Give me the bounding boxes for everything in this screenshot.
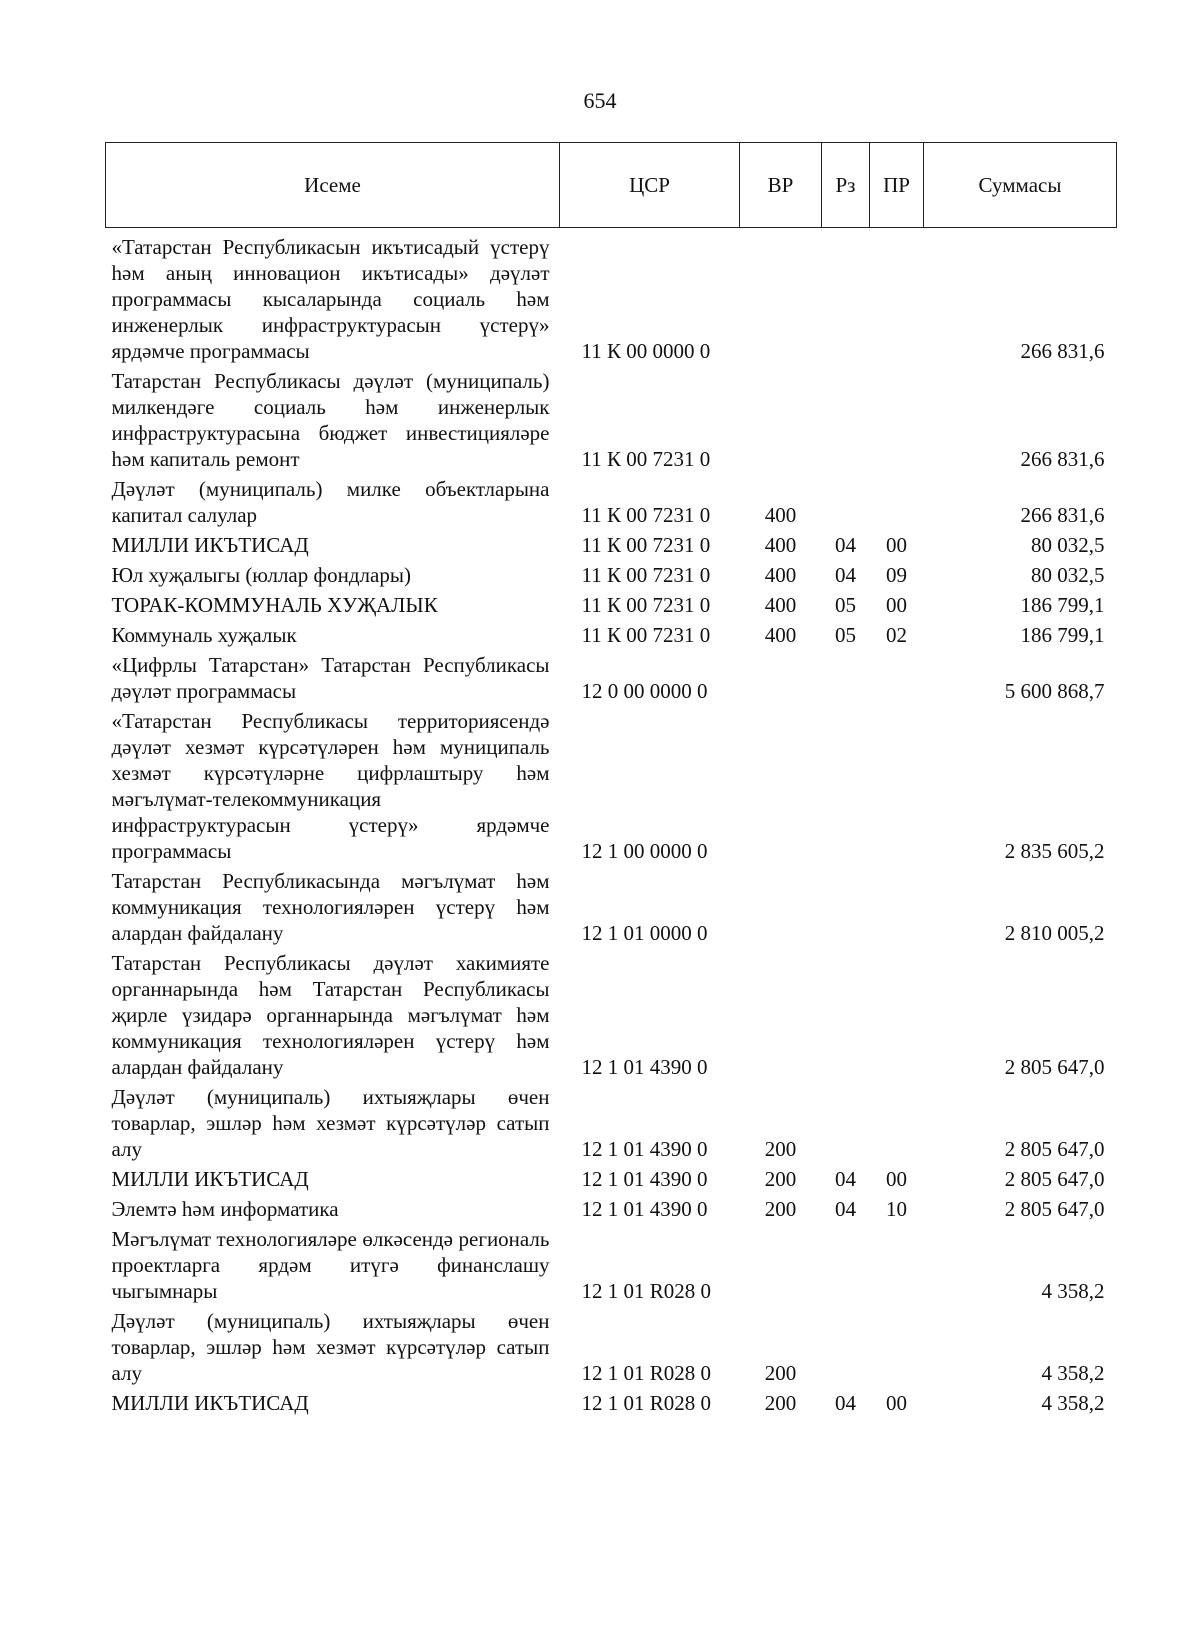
row-vr: 200 — [764, 1197, 797, 1221]
table-body — [106, 228, 1117, 1417]
table-row — [106, 946, 1117, 1080]
row-sum: 266 831,6 — [1020, 339, 1105, 363]
row-sum: 2 805 647,0 — [1004, 1055, 1105, 1079]
row-rz — [822, 1222, 870, 1304]
row-pr — [870, 1080, 924, 1162]
table-row — [106, 228, 1117, 365]
table-row — [106, 1080, 1117, 1162]
row-sum: 266 831,6 — [1020, 447, 1105, 471]
row-sum: 2 805 647,0 — [1004, 1167, 1105, 1191]
row-csr: 12 1 00 0000 0 — [581, 839, 708, 863]
row-vr — [740, 704, 822, 864]
row-pr: 09 — [886, 563, 907, 587]
row-name: Дәүләт (муниципаль) ихтыяҗлары өчен товарлар, эшләр һәм хезмәт күрсәтүләр сатып алу — [111, 1085, 550, 1161]
row-rz — [822, 364, 870, 472]
table-row — [106, 704, 1117, 864]
row-csr: 12 1 01 4390 0 — [581, 1167, 708, 1191]
table-row — [106, 1386, 1117, 1416]
row-pr: 02 — [886, 623, 907, 647]
row-csr: 12 1 01 R028 0 — [581, 1391, 712, 1415]
table-row — [106, 864, 1117, 946]
header-csr: ЦСР — [560, 143, 740, 228]
row-csr: 12 1 01 0000 0 — [581, 921, 708, 945]
row-rz — [822, 472, 870, 528]
row-vr: 400 — [764, 593, 797, 617]
row-name: МИЛЛИ ИКЪТИСАД — [111, 1167, 309, 1191]
row-csr: 12 1 01 4390 0 — [581, 1197, 708, 1221]
row-name: Татарстан Республикасында мәгълүмат һәм коммуникация технологияләрен үстерү һәм алардан файдалану — [111, 869, 550, 945]
table-row — [106, 558, 1117, 588]
header-vr: ВР — [740, 143, 822, 228]
row-csr: 11 К 00 7231 0 — [581, 533, 711, 557]
row-sum: 2 805 647,0 — [1004, 1197, 1105, 1221]
row-vr: 400 — [764, 533, 797, 557]
row-sum: 4 358,2 — [1041, 1361, 1105, 1385]
row-vr: 200 — [764, 1391, 797, 1415]
row-pr — [870, 946, 924, 1080]
row-name: Элемтә һәм информатика — [111, 1197, 339, 1221]
row-vr — [740, 1222, 822, 1304]
row-vr: 200 — [764, 1361, 797, 1385]
row-sum: 2 810 005,2 — [1004, 921, 1105, 945]
row-pr — [870, 648, 924, 704]
header-sum: Суммасы — [924, 143, 1117, 228]
row-csr: 12 1 01 4390 0 — [581, 1137, 708, 1161]
row-sum: 5 600 868,7 — [1004, 679, 1105, 703]
row-name: МИЛЛИ ИКЪТИСАД — [111, 533, 309, 557]
row-rz — [822, 1304, 870, 1386]
row-rz — [822, 648, 870, 704]
row-name: «Татарстан Республикасын икътисадый үстерү һәм аның инновацион икътисады» дәүләт программасы кысаларында социаль һәм инженерлык инфраструктурасын үстерү» ярдәмче программасы — [111, 235, 550, 363]
page-number: 654 — [583, 88, 617, 113]
row-pr — [870, 864, 924, 946]
row-vr — [740, 648, 822, 704]
row-rz: 04 — [835, 1167, 856, 1191]
row-csr: 11 К 00 7231 0 — [581, 593, 711, 617]
row-pr — [870, 1304, 924, 1386]
row-pr: 00 — [886, 1391, 907, 1415]
row-name: Мәгълүмат технологияләре өлкәсендә региональ проектларга ярдәм итүгә финанслашу чыгымнары — [111, 1227, 550, 1303]
row-pr: 00 — [886, 593, 907, 617]
table-row — [106, 588, 1117, 618]
row-name: «Татарстан Республикасы территориясендә дәүләт хезмәт күрсәтүләрен һәм муниципаль хезмәт күрсәтүләрне цифрлаштыру һәм мәгълүмат-телекоммуникация инфраструктурасын үстерү» ярдәмче программасы — [111, 709, 550, 863]
row-rz: 05 — [835, 623, 856, 647]
row-name: Татарстан Республикасы дәүләт хакимияте органнарында һәм Татарстан Республикасы җирле үзидарә органнарында мәгълүмат һәм коммуникация технологияләрен үстерү һәм алардан файдалану — [111, 951, 550, 1079]
header-rz: Рз — [822, 143, 870, 228]
row-csr: 11 К 00 0000 0 — [581, 339, 711, 363]
row-csr: 12 1 01 R028 0 — [581, 1279, 712, 1303]
row-vr — [740, 946, 822, 1080]
row-csr: 12 1 01 R028 0 — [581, 1361, 712, 1385]
row-sum: 186 799,1 — [1020, 623, 1105, 647]
header-row — [106, 143, 1117, 228]
row-pr — [870, 1222, 924, 1304]
row-rz — [822, 228, 870, 365]
row-csr: 12 1 01 4390 0 — [581, 1055, 708, 1079]
row-csr: 11 К 00 7231 0 — [581, 563, 711, 587]
row-name: Коммуналь хуҗалык — [111, 623, 297, 647]
row-csr: 11 К 00 7231 0 — [581, 623, 711, 647]
row-vr: 400 — [764, 623, 797, 647]
row-vr: 200 — [764, 1167, 797, 1191]
row-csr: 11 К 00 7231 0 — [581, 503, 711, 527]
budget-table — [105, 142, 1117, 1416]
row-pr: 10 — [886, 1197, 907, 1221]
row-sum: 4 358,2 — [1041, 1391, 1105, 1415]
row-rz — [822, 1080, 870, 1162]
row-rz: 04 — [835, 1197, 856, 1221]
row-pr — [870, 472, 924, 528]
row-vr: 400 — [764, 563, 797, 587]
row-sum: 4 358,2 — [1041, 1279, 1105, 1303]
row-name: Дәүләт (муниципаль) ихтыяҗлары өчен товарлар, эшләр һәм хезмәт күрсәтүләр сатып алу — [111, 1309, 550, 1385]
row-pr — [870, 704, 924, 864]
row-csr: 11 К 00 7231 0 — [581, 447, 711, 471]
row-name: МИЛЛИ ИКЪТИСАД — [111, 1391, 309, 1415]
row-vr — [740, 364, 822, 472]
table-row — [106, 1192, 1117, 1222]
row-pr: 00 — [886, 533, 907, 557]
row-name: Юл хуҗалыгы (юллар фондлары) — [111, 563, 411, 587]
table-row — [106, 1222, 1117, 1304]
row-name: Дәүләт (муниципаль) милке объектларына капитал салулар — [111, 477, 550, 527]
row-sum: 2 805 647,0 — [1004, 1137, 1105, 1161]
row-vr — [740, 864, 822, 946]
row-rz — [822, 704, 870, 864]
row-rz — [822, 864, 870, 946]
table-row — [106, 648, 1117, 704]
row-vr: 400 — [764, 503, 797, 527]
table-row — [106, 528, 1117, 558]
row-sum: 80 032,5 — [1031, 533, 1105, 557]
header-name: Исеме — [106, 143, 560, 228]
row-name: ТОРАК-КОММУНАЛЬ ХУҖАЛЫК — [111, 593, 438, 617]
row-sum: 2 835 605,2 — [1004, 839, 1105, 863]
row-name: Татарстан Республикасы дәүләт (муниципаль) милкендәге социаль һәм инженерлык инфраструктурасына бюджет инвестицияләре һәм капиталь ремонт — [111, 369, 550, 471]
row-csr: 12 0 00 0000 0 — [581, 679, 708, 703]
row-rz: 04 — [835, 533, 856, 557]
header-pr: ПР — [870, 143, 924, 228]
table-row — [106, 472, 1117, 528]
row-name: «Цифрлы Татарстан» Татарстан Республикасы дәүләт программасы — [111, 653, 550, 703]
table-row — [106, 1304, 1117, 1386]
row-sum: 186 799,1 — [1020, 593, 1105, 617]
row-rz: 05 — [835, 593, 856, 617]
row-sum: 266 831,6 — [1020, 503, 1105, 527]
row-pr — [870, 364, 924, 472]
row-sum: 80 032,5 — [1031, 563, 1105, 587]
row-rz: 04 — [835, 563, 856, 587]
row-vr — [740, 228, 822, 365]
table-row — [106, 364, 1117, 472]
row-vr: 200 — [764, 1137, 797, 1161]
row-pr — [870, 228, 924, 365]
table-row — [106, 618, 1117, 648]
row-rz — [822, 946, 870, 1080]
row-rz: 04 — [835, 1391, 856, 1415]
table-row — [106, 1162, 1117, 1192]
table-header — [106, 143, 1117, 228]
row-pr: 00 — [886, 1167, 907, 1191]
